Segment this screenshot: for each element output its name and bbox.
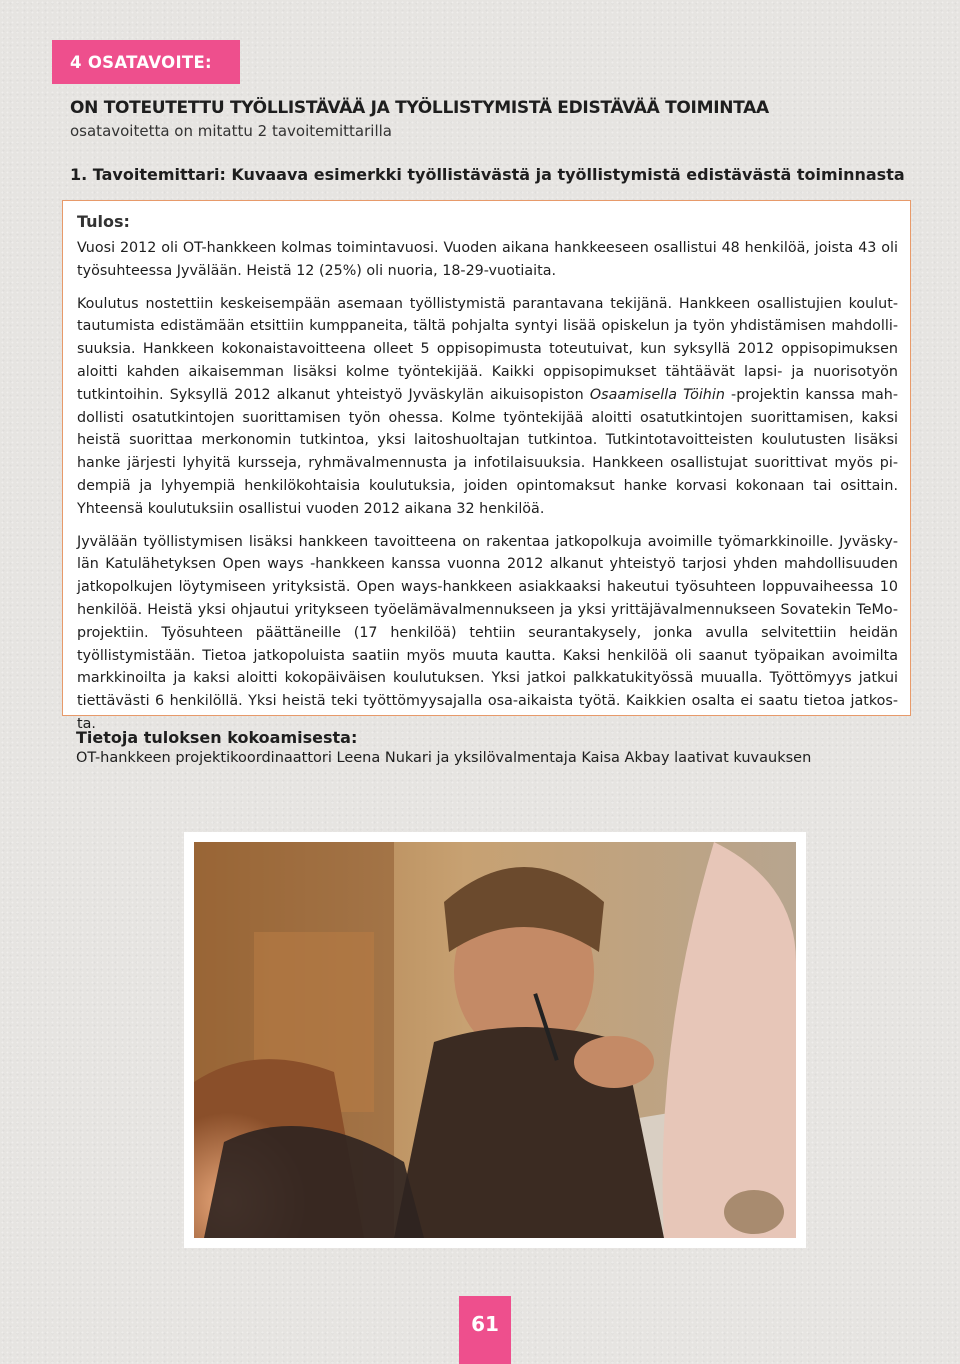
page-number: 61: [471, 1312, 499, 1336]
result-title: Tulos:: [77, 212, 130, 231]
photo-illustration: [194, 842, 796, 1238]
page-heading: ON TOTEUTETTU TYÖLLISTÄVÄÄ JA TYÖLLISTYMISTÄ EDISTÄVÄÄ TOIMINTAA: [70, 98, 769, 118]
section-tab-label: 4 OSATAVOITE:: [70, 52, 212, 72]
project-name: Osaamisella Töihin: [589, 386, 725, 403]
result-paragraph-2-start: Koulutus nostettiin keskeisempään asemaan työllistymistä parantavana tekijänä. Hankkeen osallistujien kouluttautumista edistämään etsittiin kumppaneita, tältä pohjalta syntyi lisää opiskelun ja työn yhdistämisen mahdollisuuksia. Hankkeen kokonaistavoitteena olleet 5 oppisopimusta toteutuivat, kun syksyllä 2012 oppisopimuksen aloitti kahden aikaisemman lisäksi kolme työntekijää. Kaikki oppisopimukset tähtäävät lapsi- ja nuorisotyön tutkintoihin. Syksyllä 2012 alkanut yhteistyö Jyväskylän aikuisopiston: [77, 295, 898, 403]
page-number-tab: [459, 1296, 511, 1364]
result-box: [62, 200, 911, 732]
result-paragraph-2: [77, 293, 898, 521]
result-paragraph-1: Vuosi 2012 oli OT-hankkeen kolmas toimintavuosi. Vuoden aikana hankkeeseen osallistui 48 henkilöä, joista 43 oli työsuhteessa Jyvälään. Heistä 12 (25%) oli nuoria, 18-29-vuotiaita.: [77, 240, 898, 279]
info-title: Tietoja tuloksen kokoamisesta:: [76, 728, 358, 747]
page-subheading: osatavoitetta on mitattu 2 tavoitemittarilla: [70, 122, 392, 140]
section-tab: [52, 40, 240, 84]
info-text: OT-hankkeen projektikoordinaattori Leena Nukari ja yksilövalmentaja Kaisa Akbay laativat kuvauksen: [76, 750, 812, 766]
photo: [184, 832, 806, 1248]
metric-title: 1. Tavoitemittari: Kuvaava esimerkki työllistävästä ja työllistymistä edistävästä toiminnasta: [70, 165, 905, 184]
result-paragraph-3: Jyvälään työllistymisen lisäksi hankkeen tavoitteena on rakentaa jatkopolkuja avoimille työmarkkinoille. Jyväskylän Katulähetyksen Open ways -hankkeen kanssa vuonna 2012 alkanut yhteistyö tarjosi yhden mahdollisuuden jatkopolkujen löytymiseen yrityksistä. Open ways-hankkeen asiakkaaksi hakeutui työsuhteen loppuvaiheessa 10 henkilöä. Heistä yksi ohjautui yritykseen työelämävalmennukseen ja yksi yrittäjävalmennukseen Sovatekin TeMo-projektiin. Työsuhteen päättäneille (17 henkilöä) tehtiin seurantakysely, jonka avulla selvitettiin heidän työllistymistään. Tietoa jatkopoluista saatiin myös muuta kautta. Kaksi henkilöä oli saanut työpaikan avoimilta markkinoilta ja kaksi aloitti kokopäiväisen koulutuksen. Yksi jatkoi palkkatukityössä muualla. Työttömyys jatkui tiettävästi 6 henkilöllä. Yksi heistä teki työttömyysajalla osa-aikaista työtä. Kaikkien osalta ei saatu tietoa jatkosta.: [77, 533, 898, 732]
result-paragraph-2-end: -projektin kanssa mahdollisti osatutkintojen suorittamisen työn ohessa. Kolme työntekijää aloitti osatutkintojen suorittamisen, kaksi heistä suorittaa merkonomin tutkintoa, yksi laitoshuoltajan tutkintoa. Tutkintotavoitteisten koulutusten lisäksi hanke järjesti lyhyitä kursseja, ryhmävalmennusta ja infotilaisuuksia. Hankkeen osallistujat suorittivat myös pidempiä ja lyhyempiä henkilökohtaisia koulutuksia, joiden opintomaksut hanke korvasi kokonaan tai osittain. Yhteensä koulutuksiin osallistui vuoden 2012 aikana 32 henkilöä.: [77, 386, 898, 517]
